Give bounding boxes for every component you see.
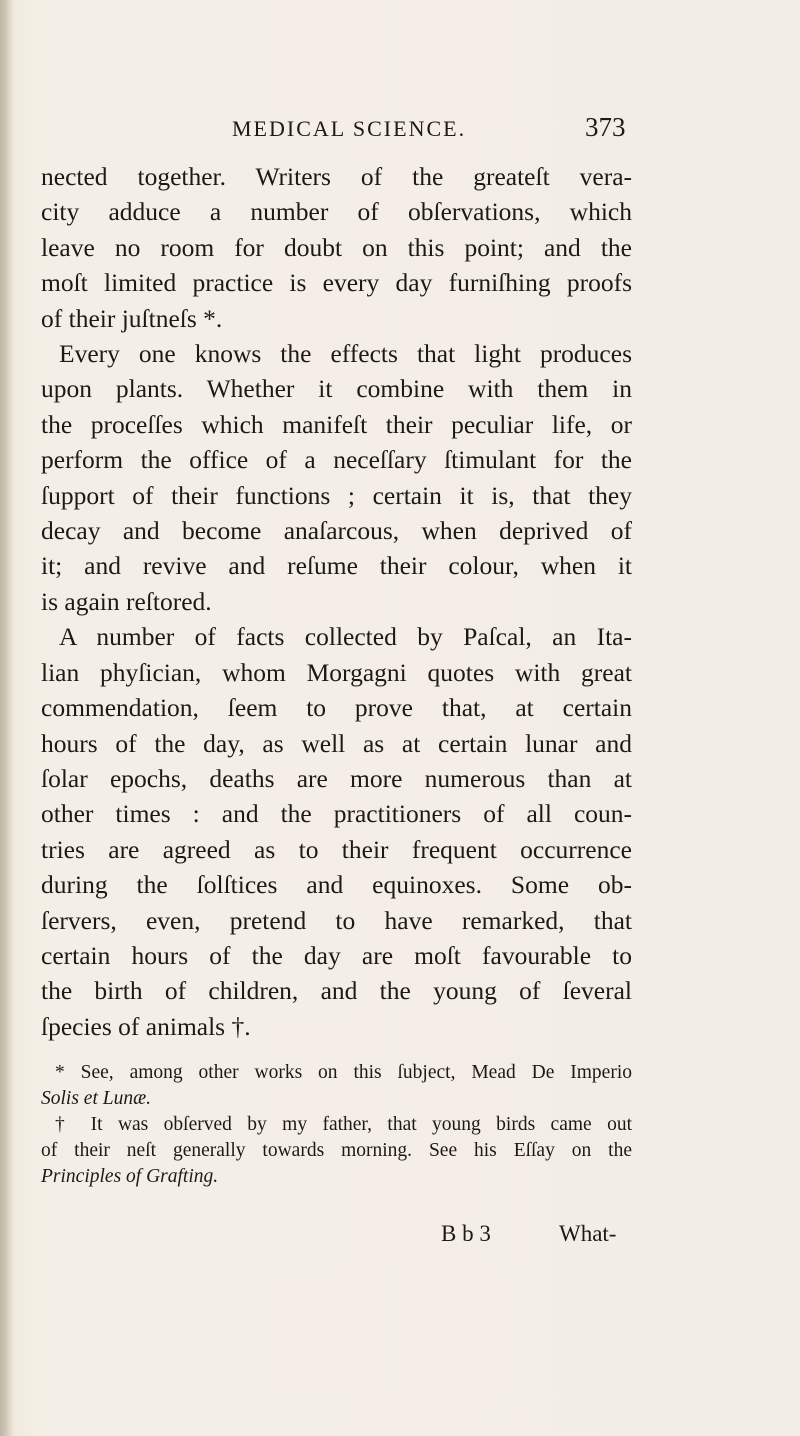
text-line: ſervers, even, pretend to have remarked, that xyxy=(41,905,632,935)
text-line: perform the office of a neceſſary ſtimulant for the xyxy=(41,445,632,475)
footnote-line: † It was obſerved by my father, that young birds came out xyxy=(55,1114,632,1135)
text-line: is again reſtored. xyxy=(41,586,212,616)
page-footer xyxy=(41,1221,632,1255)
text-line: A number of facts collected by Paſcal, an Ita- xyxy=(59,622,632,652)
page-header xyxy=(190,112,626,148)
text-line: tries are agreed as to their frequent occurrence xyxy=(41,834,632,864)
text-line: of their juſtneſs *. xyxy=(41,303,223,333)
footnote-line: * See, among other works on this ſubject, Mead De Imperio xyxy=(55,1062,632,1083)
footnote-line: Principles of Grafting. xyxy=(41,1166,219,1187)
binding-shadow xyxy=(0,0,14,1436)
catchword: What- xyxy=(559,1221,617,1246)
text-line: other times : and the practitioners of all coun- xyxy=(41,799,632,829)
page-number: 373 xyxy=(585,112,626,142)
text-line: Every one knows the effects that light produces xyxy=(59,339,632,369)
signature-mark: B b 3 xyxy=(441,1221,491,1246)
body-text xyxy=(41,159,632,1044)
footnotes xyxy=(41,1060,632,1190)
text-line: hours of the day, as well as at certain lunar and xyxy=(41,728,632,758)
text-line: leave no room for doubt on this point; and the xyxy=(41,232,632,262)
text-line: commendation, ſeem to prove that, at certain xyxy=(41,693,632,723)
text-line: certain hours of the day are moſt favourable to xyxy=(41,940,632,970)
text-line: city adduce a number of obſervations, which xyxy=(41,197,632,227)
text-line: moſt limited practice is every day furniſhing proofs xyxy=(41,268,632,298)
text-line: the birth of children, and the young of ſeveral xyxy=(41,976,632,1006)
text-line: upon plants. Whether it combine with them in xyxy=(41,374,632,404)
text-line: nected together. Writers of the greateſt vera- xyxy=(41,162,632,191)
text-line: ſpecies of animals †. xyxy=(41,1011,251,1041)
text-line: during the ſolſtices and equinoxes. Some ob- xyxy=(41,870,632,900)
running-head: MEDICAL SCIENCE. xyxy=(232,116,467,141)
footnote-line: Solis et Lunæ. xyxy=(41,1088,151,1109)
text-line: ſupport of their functions ; certain it is, that they xyxy=(41,480,632,510)
text-line: it; and revive and reſume their colour, when it xyxy=(41,551,632,581)
text-line: decay and become anaſarcous, when deprived of xyxy=(41,516,632,546)
text-line: ſolar epochs, deaths are more numerous than at xyxy=(41,763,632,793)
text-line: the proceſſes which manifeſt their peculiar life, or xyxy=(41,409,632,439)
text-line: lian phyſician, whom Morgagni quotes with great xyxy=(41,657,632,687)
footnote-line: of their neſt generally towards morning. See his Eſſay on the xyxy=(41,1140,632,1161)
